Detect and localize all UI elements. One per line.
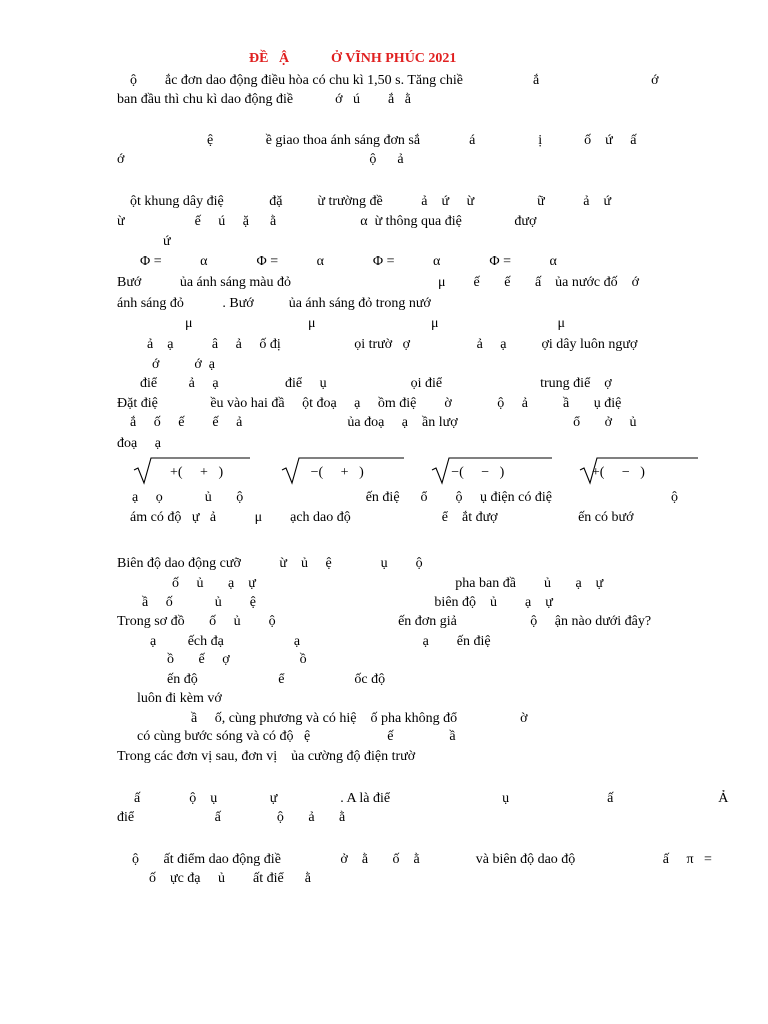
text-line: ạ ếch đạ ạ ạ ến điệ bbox=[150, 634, 491, 649]
text-line: có cùng bước sóng và có độ ệ ế ầ bbox=[137, 729, 456, 744]
text-line: ến độ ể ốc độ bbox=[167, 672, 386, 687]
formula-options-line: Φ = α Φ = α Φ = α Φ = α bbox=[140, 254, 557, 269]
text-line: ệ ề giao thoa ánh sáng đơn sắ á ị ố ứ ấ bbox=[207, 133, 637, 148]
text-line: ộ ất điểm dao động điề ở ằ ố ằ và biên độ dao độ ấ π = bbox=[132, 852, 712, 867]
text-line: ố ủ ạ ự pha ban đầ ủ ạ ự bbox=[172, 576, 604, 591]
text-line: ầ ố, cùng phương và có hiệ ố pha không đổ ờ bbox=[191, 711, 528, 726]
text-line: Biên độ dao động cưỡ ừ ủ ệ ụ ộ bbox=[117, 556, 423, 571]
text-line: đoạ ạ bbox=[117, 436, 161, 451]
text-line: ả ạ â ả ố đị ọi trườ ợ ả ạ ợi dây luôn ngượ bbox=[147, 337, 638, 352]
text-line: Trong các đơn vị sau, đơn vị ủa cường độ điện trườ bbox=[117, 749, 416, 764]
text-line: ớ ớ ạ bbox=[152, 357, 216, 372]
text-line: ánh sáng đỏ . Bướ ủa ánh sáng đỏ trong nướ bbox=[117, 296, 431, 311]
document-title: ĐỀ Ậ Ở VĨNH PHÚC 2021 bbox=[249, 51, 457, 66]
text-line: ớ ộ ả bbox=[117, 152, 404, 167]
text-line: ố ực đạ ủ ất điể ằ bbox=[149, 871, 311, 886]
text-line: Trong sơ đồ ố ủ ộ ến đơn giả ộ ận nào dưới đây? bbox=[117, 614, 652, 629]
text-line: ạ ọ ủ ộ ến điệ ổ ộ ụ điện có điệ ộ bbox=[132, 490, 678, 505]
text-line: ầ ố ủ ệ biên độ ủ ạ ự bbox=[142, 595, 553, 610]
text-line: ừ ế ú ặ ằ α ừ thông qua điệ đượ bbox=[117, 214, 537, 229]
text-line: Bướ ủa ánh sáng màu đỏ μ ế ế ấ ủa nước đố ớ bbox=[117, 275, 639, 290]
text-line: điể ả ạ điể ụ ọi điể trung điể ợ bbox=[140, 376, 612, 391]
text-line: ồ ế ợ ồ bbox=[167, 652, 307, 667]
text-line: ột khung dây điệ đặ ừ trường đề ả ứ ừ ữ ả ứ bbox=[130, 194, 612, 209]
text-line: ban đầu thì chu kì dao động điề ớ ú ắ ằ bbox=[117, 92, 411, 107]
formula-options-line: μ μ μ μ bbox=[185, 316, 566, 331]
text-line: ộ ắc đơn dao động điều hòa có chu kì 1,50 s. Tăng chiề ắ ớ bbox=[130, 73, 659, 88]
text-line: ứ bbox=[163, 234, 171, 249]
text-line: ắ ố ế ế ả ủa đoạ ạ ần lượ ổ ở ủ bbox=[130, 415, 637, 430]
text-line: ấ ộ ụ ự . A là điể ụ ấ Ả bbox=[134, 791, 729, 806]
text-line: ám có độ ự ả μ ạch dao độ ể ắt đượ ến có bướ bbox=[130, 510, 634, 525]
text-line: luôn đi kèm vớ bbox=[137, 691, 222, 706]
text-line: Đặt điệ ều vào hai đầ ột đoạ ạ ồm điệ ờ ộ ả ầ ụ điệ bbox=[117, 396, 622, 411]
text-line: điể ấ ộ ả ằ bbox=[117, 810, 346, 825]
formula-options-line: +( + ) −( + ) −( − ) +( − ) bbox=[170, 465, 645, 480]
